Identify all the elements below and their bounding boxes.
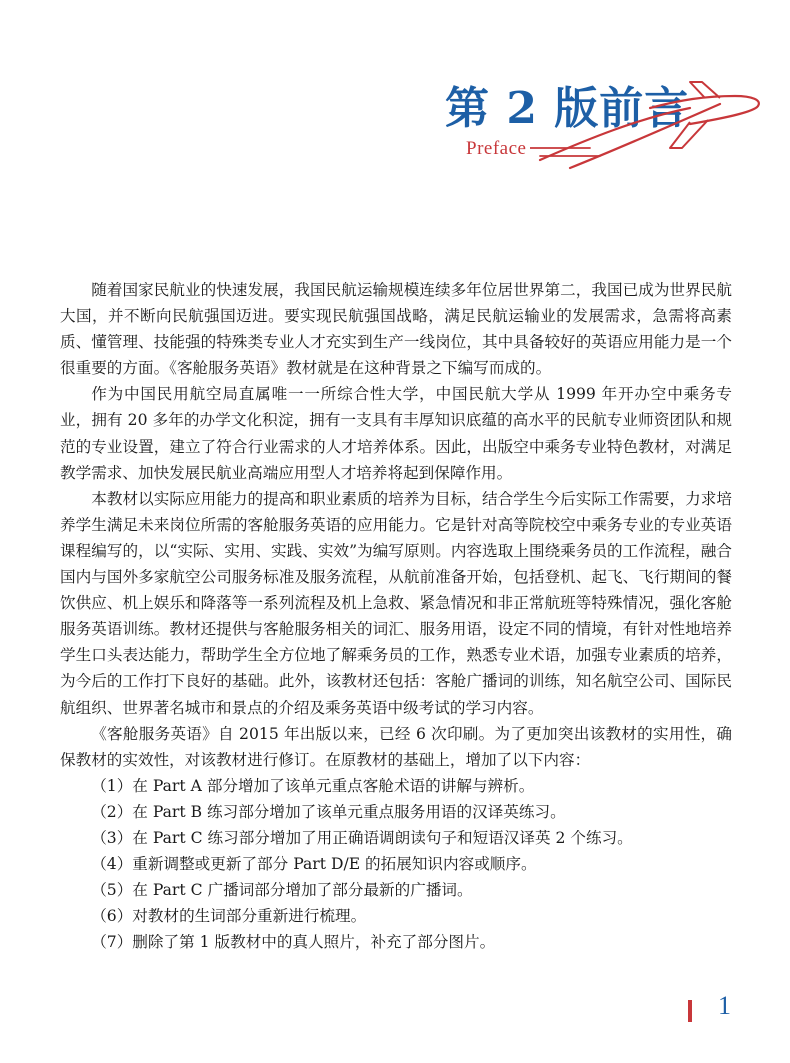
list-item: （3）在 Part C 练习部分增加了用正确语调朗读句子和短语汉译英 2 个练习。 [91, 828, 633, 847]
paragraph: 《客舱服务英语》自 2015 年出版以来，已经 6 次印刷。为了更加突出该教材的实用性，确保教材的实效性，对该教材进行修订。在原教材的基础上，增加了以下内容： [60, 724, 732, 769]
list-item: （1）在 Part A 部分增加了该单元重点客舱术语的讲解与辨析。 [91, 776, 535, 795]
list-item: （6）对教材的生词部分重新进行梳理。 [91, 907, 367, 926]
page-number: 1 [718, 991, 731, 1020]
list-item: （4）重新调整或更新了部分 Part D/E 的拓展知识内容或顺序。 [91, 855, 537, 874]
page-marker-bar [688, 1000, 692, 1022]
list-item: （2）在 Part B 练习部分增加了该单元重点服务用语的汉译英练习。 [91, 802, 566, 821]
list-item: （7）删除了第 1 版教材中的真人照片，补充了部分图片。 [91, 933, 496, 952]
preface-body [60, 277, 732, 955]
paragraph: 随着国家民航业的快速发展，我国民航运输规模连续多年位居世界第二，我国已成为世界民航大国，并不断向民航强国迈进。要实现民航强国战略，满足民航运输业的发展需求，急需将高素质、懂管理、技能强的特殊类专业人才充实到生产一线岗位，其中具备较好的英语应用能力是一个很重要的方面。《客舱服务英语》教材就是在这种背景之下编写而成的。 [60, 281, 732, 378]
list-item: （5）在 Part C 广播词部分增加了部分最新的广播词。 [91, 881, 473, 900]
airplane-swoosh-icon [530, 78, 770, 178]
page-title: 第 2 版前言 [445, 83, 690, 134]
paragraph: 本教材以实际应用能力的提高和职业素质的培养为目标，结合学生今后实际工作需要，力求培养学生满足未来岗位所需的客舱服务英语的应用能力。它是针对高等院校空中乘务专业的专业英语课程编写的，以“实际、实用、实践、实效”为编写原则。内容选取上围绕乘务员的工作流程，融合国内与国外多家航空公司服务标准及服务流程，从航前准备开始，包括登机、起飞、飞行期间的餐饮供应、机上娱乐和降落等一系列流程及机上急救、紧急情况和非正常航班等特殊情况，强化客舱服务英语训练。教材还提供与客舱服务相关的词汇、服务用语，设定不同的情境，有针对性地培养学生口头表达能力，帮助学生全方位地了解乘务员的工作，熟悉专业术语，加强专业素质的培养，为今后的工作打下良好的基础。此外，该教材还包括：客舱广播词的训练，知名航空公司、国际民航组织、世界著名城市和景点的介绍及乘务英语中级考试的学习内容。 [60, 489, 732, 717]
paragraph: 作为中国民用航空局直属唯一一所综合性大学，中国民航大学从 1999 年开办空中乘务专业，拥有 20 多年的办学文化积淀，拥有一支具有丰厚知识底蕴的高水平的民航专业师资团队和规范的专业设置，建立了符合行业需求的人才培养体系。因此，出版空中乘务专业特色教材，对满足教学需求、加快发展民航业高端应用型人才培养将起到保障作用。 [60, 385, 732, 482]
page-subtitle: Preface [466, 138, 527, 159]
